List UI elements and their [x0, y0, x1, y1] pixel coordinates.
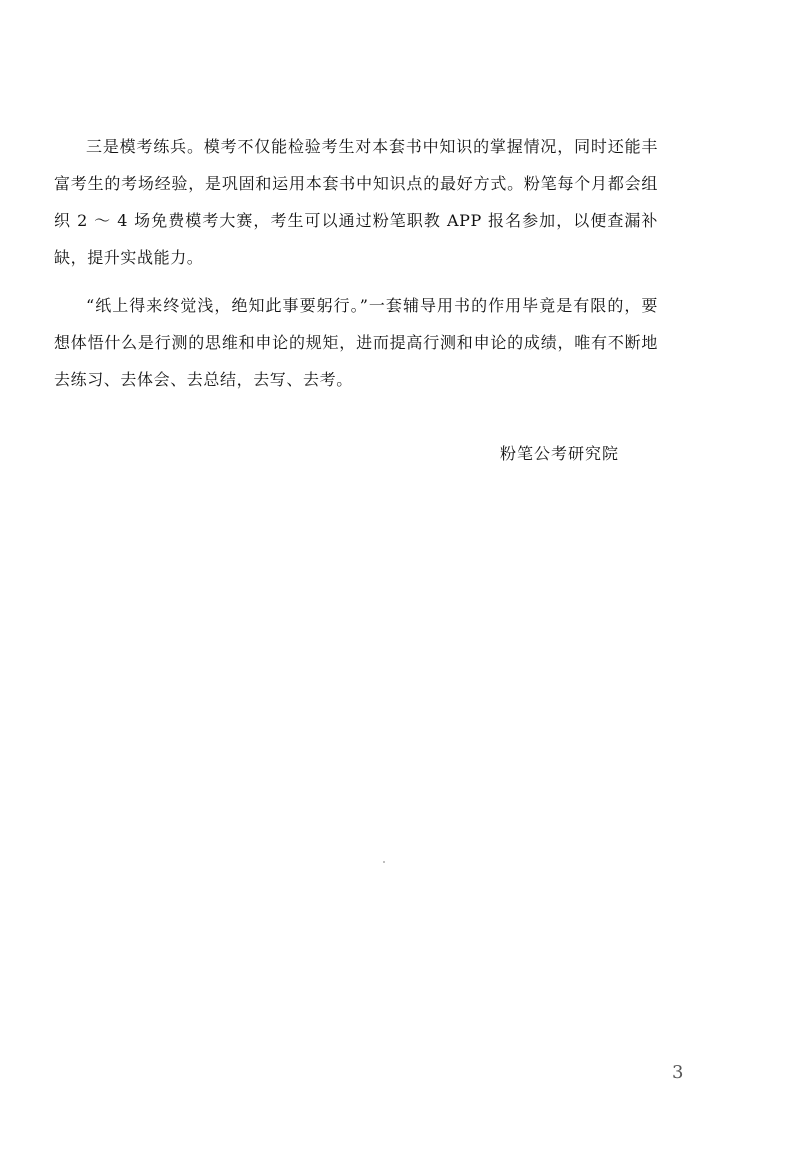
paragraph-mock-exam: 三是模考练兵。模考不仅能检验考生对本套书中知识的掌握情况，同时还能丰富考生的考场经验，是巩固和运用本套书中知识点的最好方式。粉笔每个月都会组织 2 ～ 4 场免费模考大赛，考生可以通过粉笔职教 APP 报名参加，以便查漏补缺，提升实战能力。 — [54, 137, 658, 267]
scan-speck — [383, 861, 385, 863]
signature: 粉笔公考研究院 — [500, 444, 620, 463]
paragraph-practice-quote: “纸上得来终觉浅，绝知此事要躬行。”一套辅导用书的作用毕竟是有限的，要想体悟什么是行测的思维和申论的规矩，进而提高行测和申论的成绩，唯有不断地去练习、去体会、去总结，去写、去考。 — [54, 296, 658, 389]
page-number: 3 — [672, 1062, 684, 1083]
